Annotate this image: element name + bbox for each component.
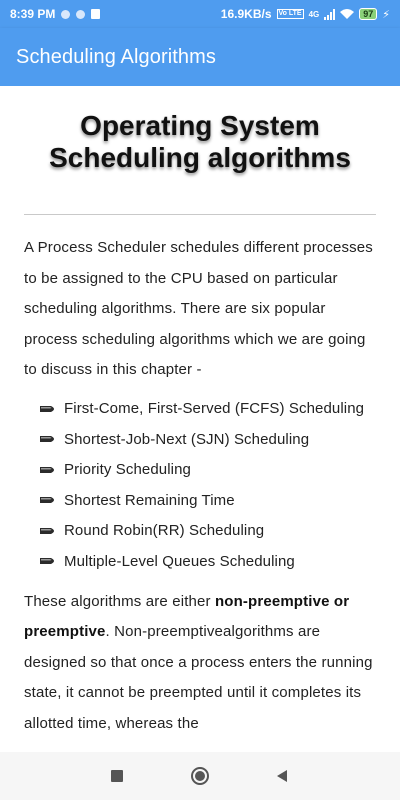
article-content[interactable] — [0, 86, 400, 752]
heading-line-2: Scheduling algorithms — [49, 142, 351, 173]
heading-line-1: Operating System — [80, 110, 320, 141]
signal-icon — [324, 9, 335, 20]
wifi-icon — [340, 9, 354, 19]
home-button[interactable] — [190, 766, 210, 786]
pointing-bullet-icon — [40, 496, 58, 504]
algorithm-list-item — [40, 485, 400, 516]
circle-icon — [191, 767, 209, 785]
article-heading — [0, 110, 400, 174]
battery-icon: 97 — [359, 8, 377, 20]
status-bar — [0, 0, 400, 28]
charging-icon: ⚡ — [382, 8, 390, 21]
divider — [24, 214, 376, 215]
algorithm-list-item — [40, 394, 400, 425]
pointing-bullet-icon — [40, 557, 58, 565]
triangle-back-icon — [275, 769, 289, 783]
system-nav-bar — [0, 752, 400, 800]
algorithm-label: Priority Scheduling — [64, 461, 191, 479]
notification-icon-2 — [76, 10, 85, 19]
pointing-bullet-icon — [40, 466, 58, 474]
notification-icon — [61, 10, 70, 19]
status-time: 8:39 PM — [10, 7, 56, 21]
algorithm-list-item — [40, 516, 400, 547]
para2-rest: . Non-preemptivealgorithms are designed so that once a process enters the running state, it cannot be preempted until it completes its allotted time, whereas the — [24, 623, 373, 732]
network-type: 4G — [308, 9, 320, 19]
app-bar — [0, 28, 400, 86]
trash-icon — [91, 9, 100, 19]
algorithm-list-item — [40, 455, 400, 486]
back-button[interactable] — [272, 766, 292, 786]
pointing-bullet-icon — [40, 527, 58, 535]
recent-apps-button[interactable] — [107, 766, 127, 786]
para2-bold: non-preemptive or preemptive — [24, 592, 350, 640]
algorithm-label: First-Come, First-Served (FCFS) Scheduling — [64, 400, 365, 418]
network-speed: 16.9KB/s — [220, 7, 272, 21]
pointing-bullet-icon — [40, 405, 58, 413]
algorithm-list-item — [40, 424, 400, 455]
para2-start: These algorithms are either — [24, 592, 215, 610]
square-icon — [111, 770, 123, 782]
intro-paragraph: A Process Scheduler schedules different processes to be assigned to the CPU based on particular scheduling algorithms. There are six popular process scheduling algorithms which we are going to discuss in this chapter - — [24, 239, 373, 378]
app-title: Scheduling Algorithms — [16, 45, 216, 68]
algorithm-label: Round Robin(RR) Scheduling — [64, 522, 265, 540]
algorithm-list — [40, 394, 400, 577]
algorithm-label: Shortest-Job-Next (SJN) Scheduling — [64, 430, 310, 448]
algorithm-label: Multiple-Level Queues Scheduling — [64, 552, 295, 570]
algorithm-label: Shortest Remaining Time — [64, 491, 235, 509]
pointing-bullet-icon — [40, 435, 58, 443]
volte-badge: Vo LTE — [278, 10, 302, 17]
preemptive-paragraph — [24, 587, 376, 740]
algorithm-list-item — [40, 546, 400, 577]
